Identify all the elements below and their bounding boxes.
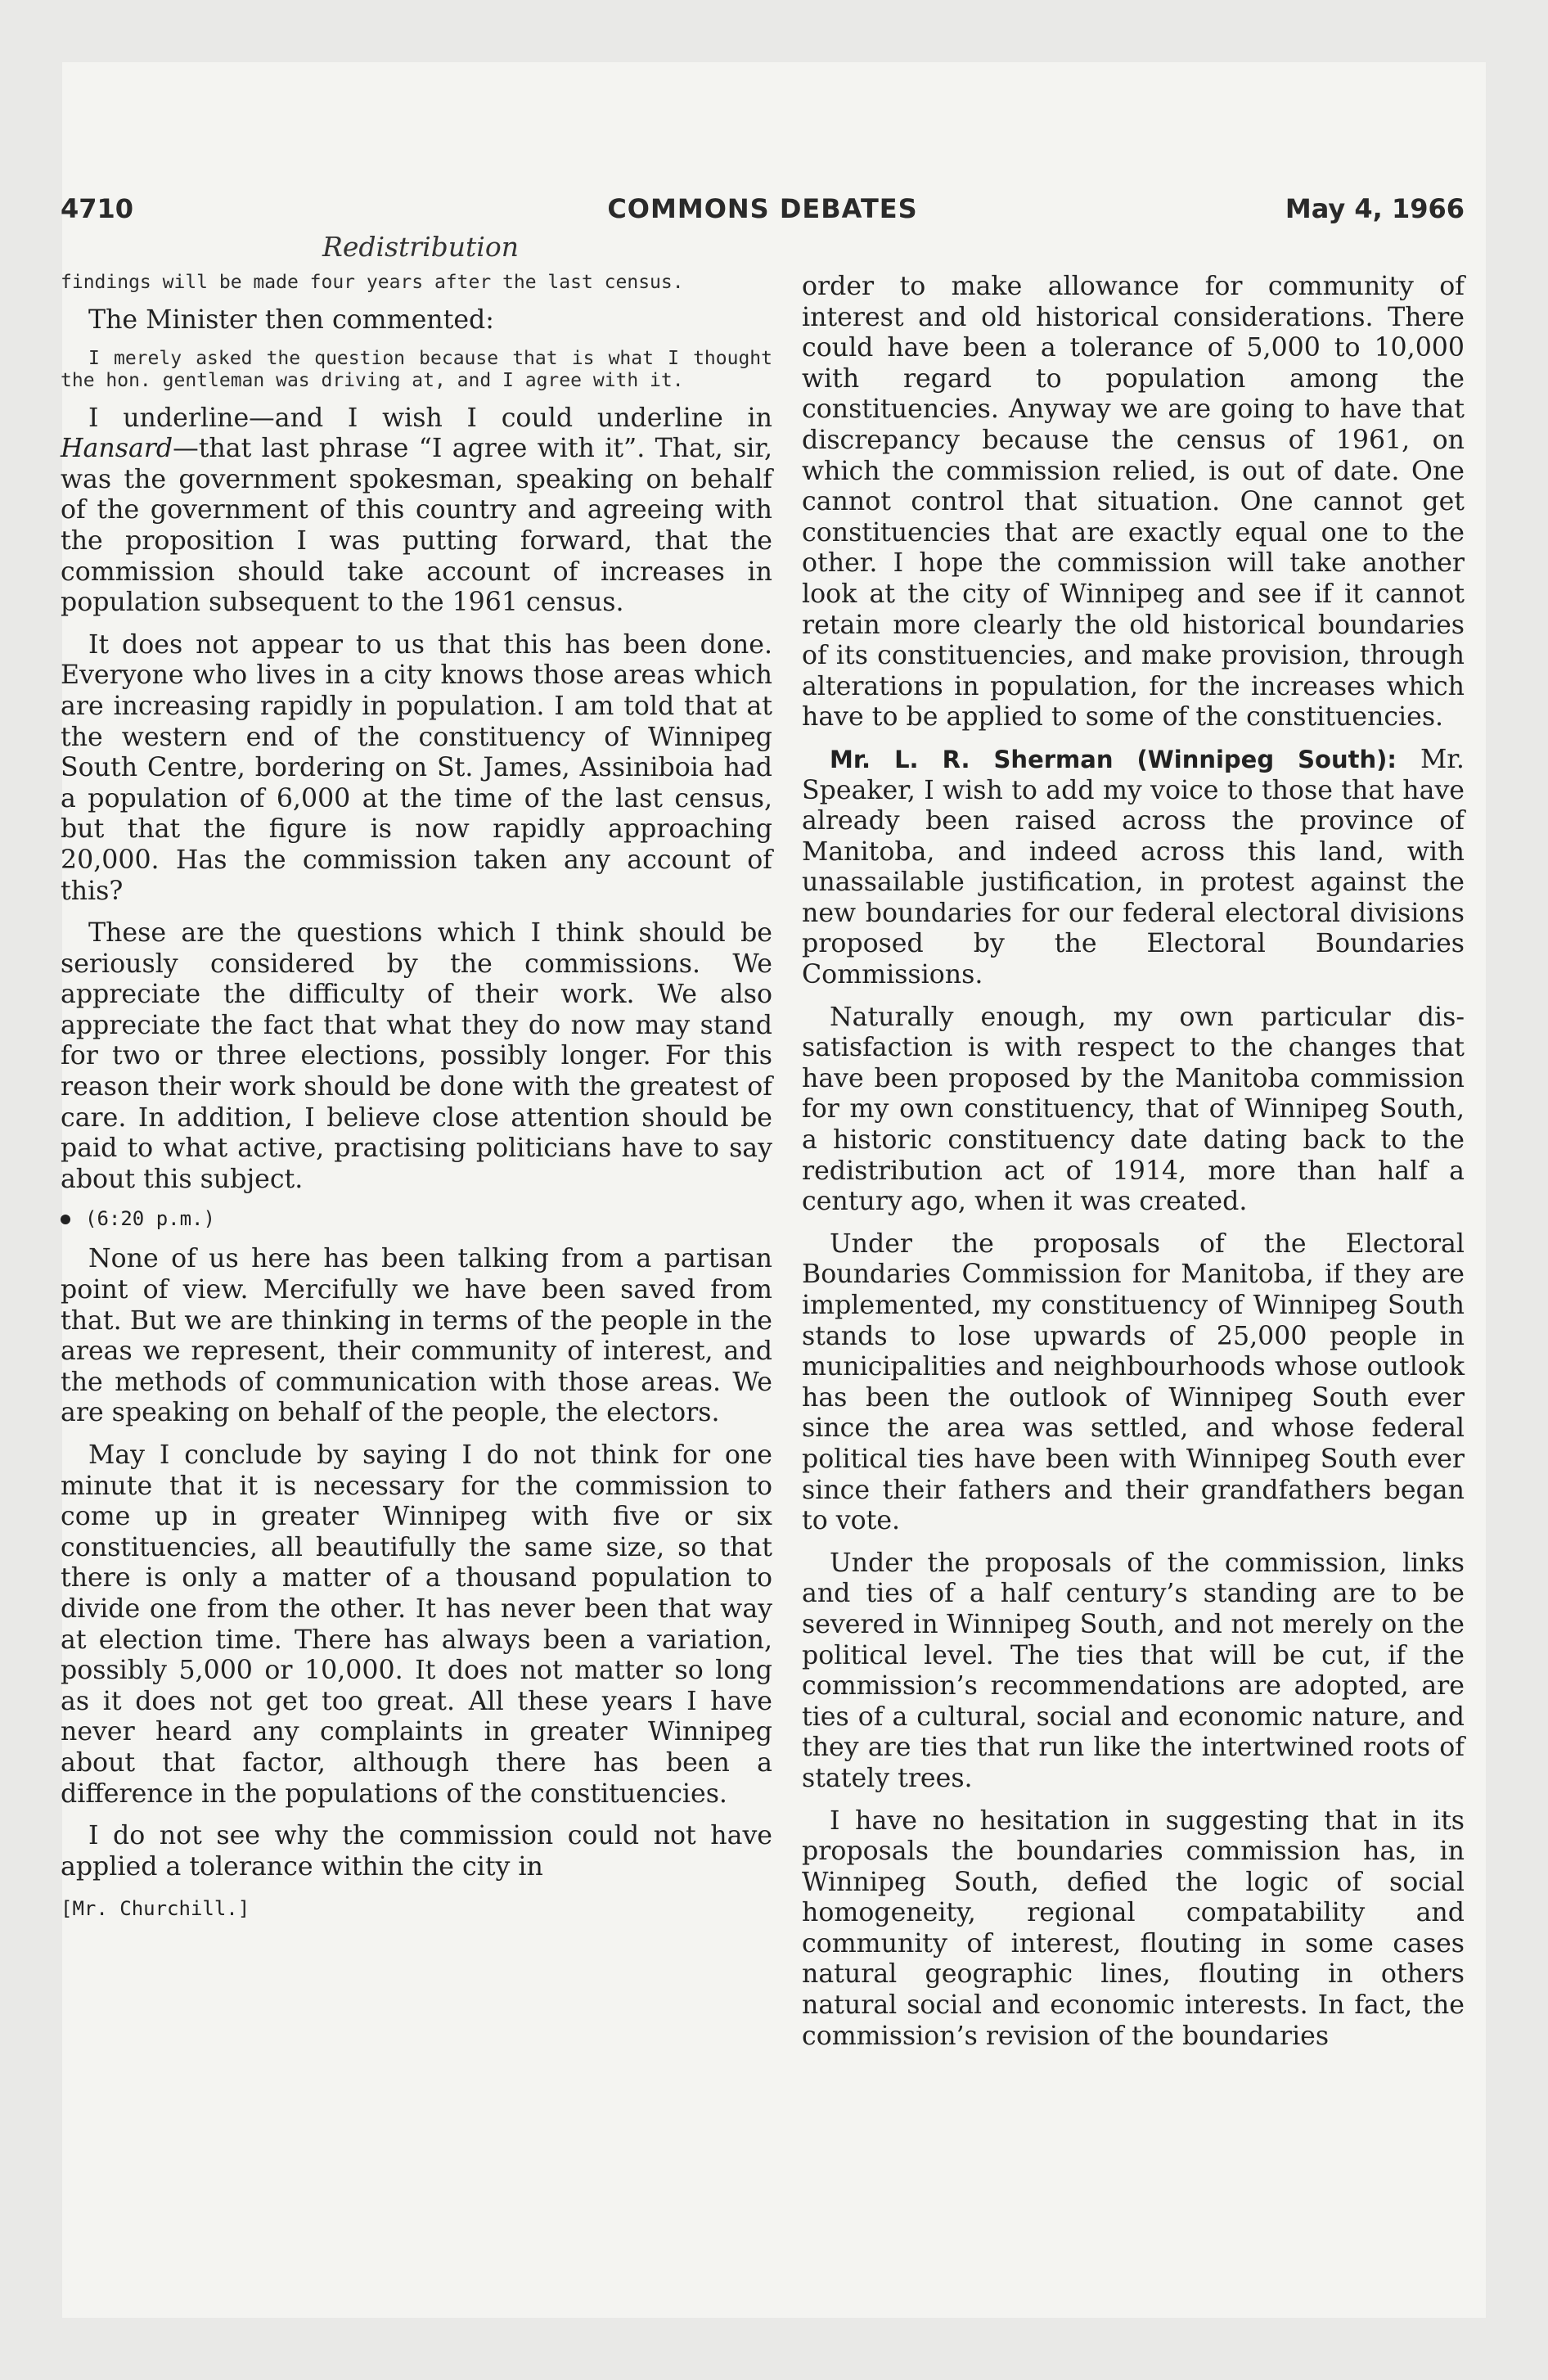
paragraph bbox=[61, 403, 772, 619]
time-stamp bbox=[61, 1206, 772, 1231]
running-head: Redistribution bbox=[322, 231, 519, 263]
page-number: 4710 bbox=[61, 193, 134, 224]
paragraph: None of us here has been talking from a partisan point of view. Mercifully we have been saved from that. But we are thinking in terms of the people in the areas we represent, their community of interest, and the methods of communication with those areas. We are speaking on behalf of the people, the electors. bbox=[61, 1244, 772, 1428]
right-column bbox=[802, 272, 1465, 2063]
page-header bbox=[61, 193, 1465, 232]
paragraph: I have no hesitation in suggesting that in its proposals the boundaries commission has, in Winnipeg South, defied the logic of social homogeneity, regional compatability and community of interest, flouting in some cases natural geographic lines, flouting in others natural social and economic interests. In fact, the commission’s revision of the boundaries bbox=[802, 1805, 1465, 2051]
paragraph bbox=[802, 745, 1465, 991]
time-text: (6:20 p.m.) bbox=[85, 1207, 215, 1231]
paragraph: Naturally enough, my own particular dissatisfaction is with respect to the changes that have been proposed by the Manitoba commission for my own constituency, that of Winnipeg South, a historic constituency date dating back to the redistribution act of 1914, more than half a century ago, when it was created. bbox=[802, 1002, 1465, 1217]
paragraph: The Minister then commented: bbox=[88, 305, 494, 335]
paragraph-text: —that last phrase “I agree with it”. That, sir, was the government spokesman, speaking on behalf of the government of this country and agreeing with the proposition I was putting forward, that the commission should take account of increases in population subsequent to the 1961 census. bbox=[61, 434, 772, 618]
paragraph: It does not appear to us that this has been done. Everyone who lives in a city knows those areas which are increasing rapidly in population. I am told that at the western end of the constituency of Winnipeg South Centre, bordering on St. James, Assiniboia had a population of 6,000 at the time of the last census, but that the figure is now rapidly approaching 20,000. Has the commission taken any account of this? bbox=[61, 629, 772, 906]
bullet-icon bbox=[61, 1215, 70, 1224]
speaker-name: Mr. L. R. Sherman (Winnipeg South): bbox=[830, 745, 1397, 773]
paragraph: Under the proposals of the commission, links and ties of a half century’s standing are to be severed in Winnipeg South, and not merely on the political level. The ties that will be cut, if the commission’s recommendations are adopted, are ties of a cultural, social and economic nature, and they are ties that run like the intertwined roots of stately trees. bbox=[802, 1548, 1465, 1793]
publication-date: May 4, 1966 bbox=[1285, 193, 1465, 224]
paragraph-text: Mr. Speaker, I wish to add my voice to those that have already been raised across the province of Manitoba, and indeed across this land, with unassailable justification, in protest against the new boundaries for our federal electoral divisions proposed by the Electoral Boundaries Commissions. bbox=[802, 744, 1465, 990]
quoted-passage: I merely asked the question because that is what I thought the hon. gentleman was driving at, and I agree with it. bbox=[61, 347, 772, 391]
paragraph: I do not see why the commission could not have applied a tolerance within the city in bbox=[61, 1821, 772, 1882]
paragraph: Under the proposals of the Electoral Boundaries Commission for Manitoba, if they are implemented, my constituency of Winnipeg South stands to lose upwards of 25,000 people in municipalities and neighbourhoods whose outlook has been the outlook of Winnipeg South ever since the area was settled, and whose federal political ties have been with Winnipeg South ever since their fathers and their grandfathers began to vote. bbox=[802, 1228, 1465, 1536]
left-column bbox=[61, 272, 772, 1925]
paragraph: May I conclude by saying I do not think for one minute that it is necessary for the commission to come up in greater Winnipeg with five or six constituencies, all beautifully the same size, so that there is only a matter of a thousand population to divide one from the other. It has never been that way at election time. There has always been a variation, possibly 5,000 or 10,000. It does not matter so long as it does not get too great. All these years I have never heard any complaints in greater Winnipeg about that factor, although there has been a difference in the populations of the constituencies. bbox=[61, 1440, 772, 1809]
paragraph: order to make allowance for community of interest and old historical considerations. There could have been a tolerance of 5,000 to 10,000 with regard to population among the constituencies. Anyway we are going to have that discrepancy because the census of 1961, on which the commission relied, is out of date. One cannot control that situation. One cannot get constituencies that are exactly equal one to the other. I hope the commission will take another look at the city of Winnipeg and see if it cannot retain more clearly the old historical boundaries of its constituencies, and make provision, through alterations in population, for the increases which have to be applied to some of the constituencies. bbox=[802, 272, 1465, 732]
quoted-passage: findings will be made four years after the last census. bbox=[61, 272, 684, 293]
publication-title: COMMONS DEBATES bbox=[607, 193, 918, 224]
italic-word: Hansard bbox=[61, 434, 173, 464]
speaker-attribution: [Mr. Churchill.] bbox=[61, 1897, 250, 1921]
paragraph-text: I underline—and I wish I could underline in bbox=[88, 403, 772, 433]
paragraph: These are the questions which I think should be seriously considered by the commissions. We appreciate the difficulty of their work. We also appreciate the fact that what they do now may stand for two or three elections, possibly longer. For this reason their work should be done with the greatest of care. In addition, I believe close attention should be paid to what active, practising politicians have to say about this subject. bbox=[61, 918, 772, 1194]
